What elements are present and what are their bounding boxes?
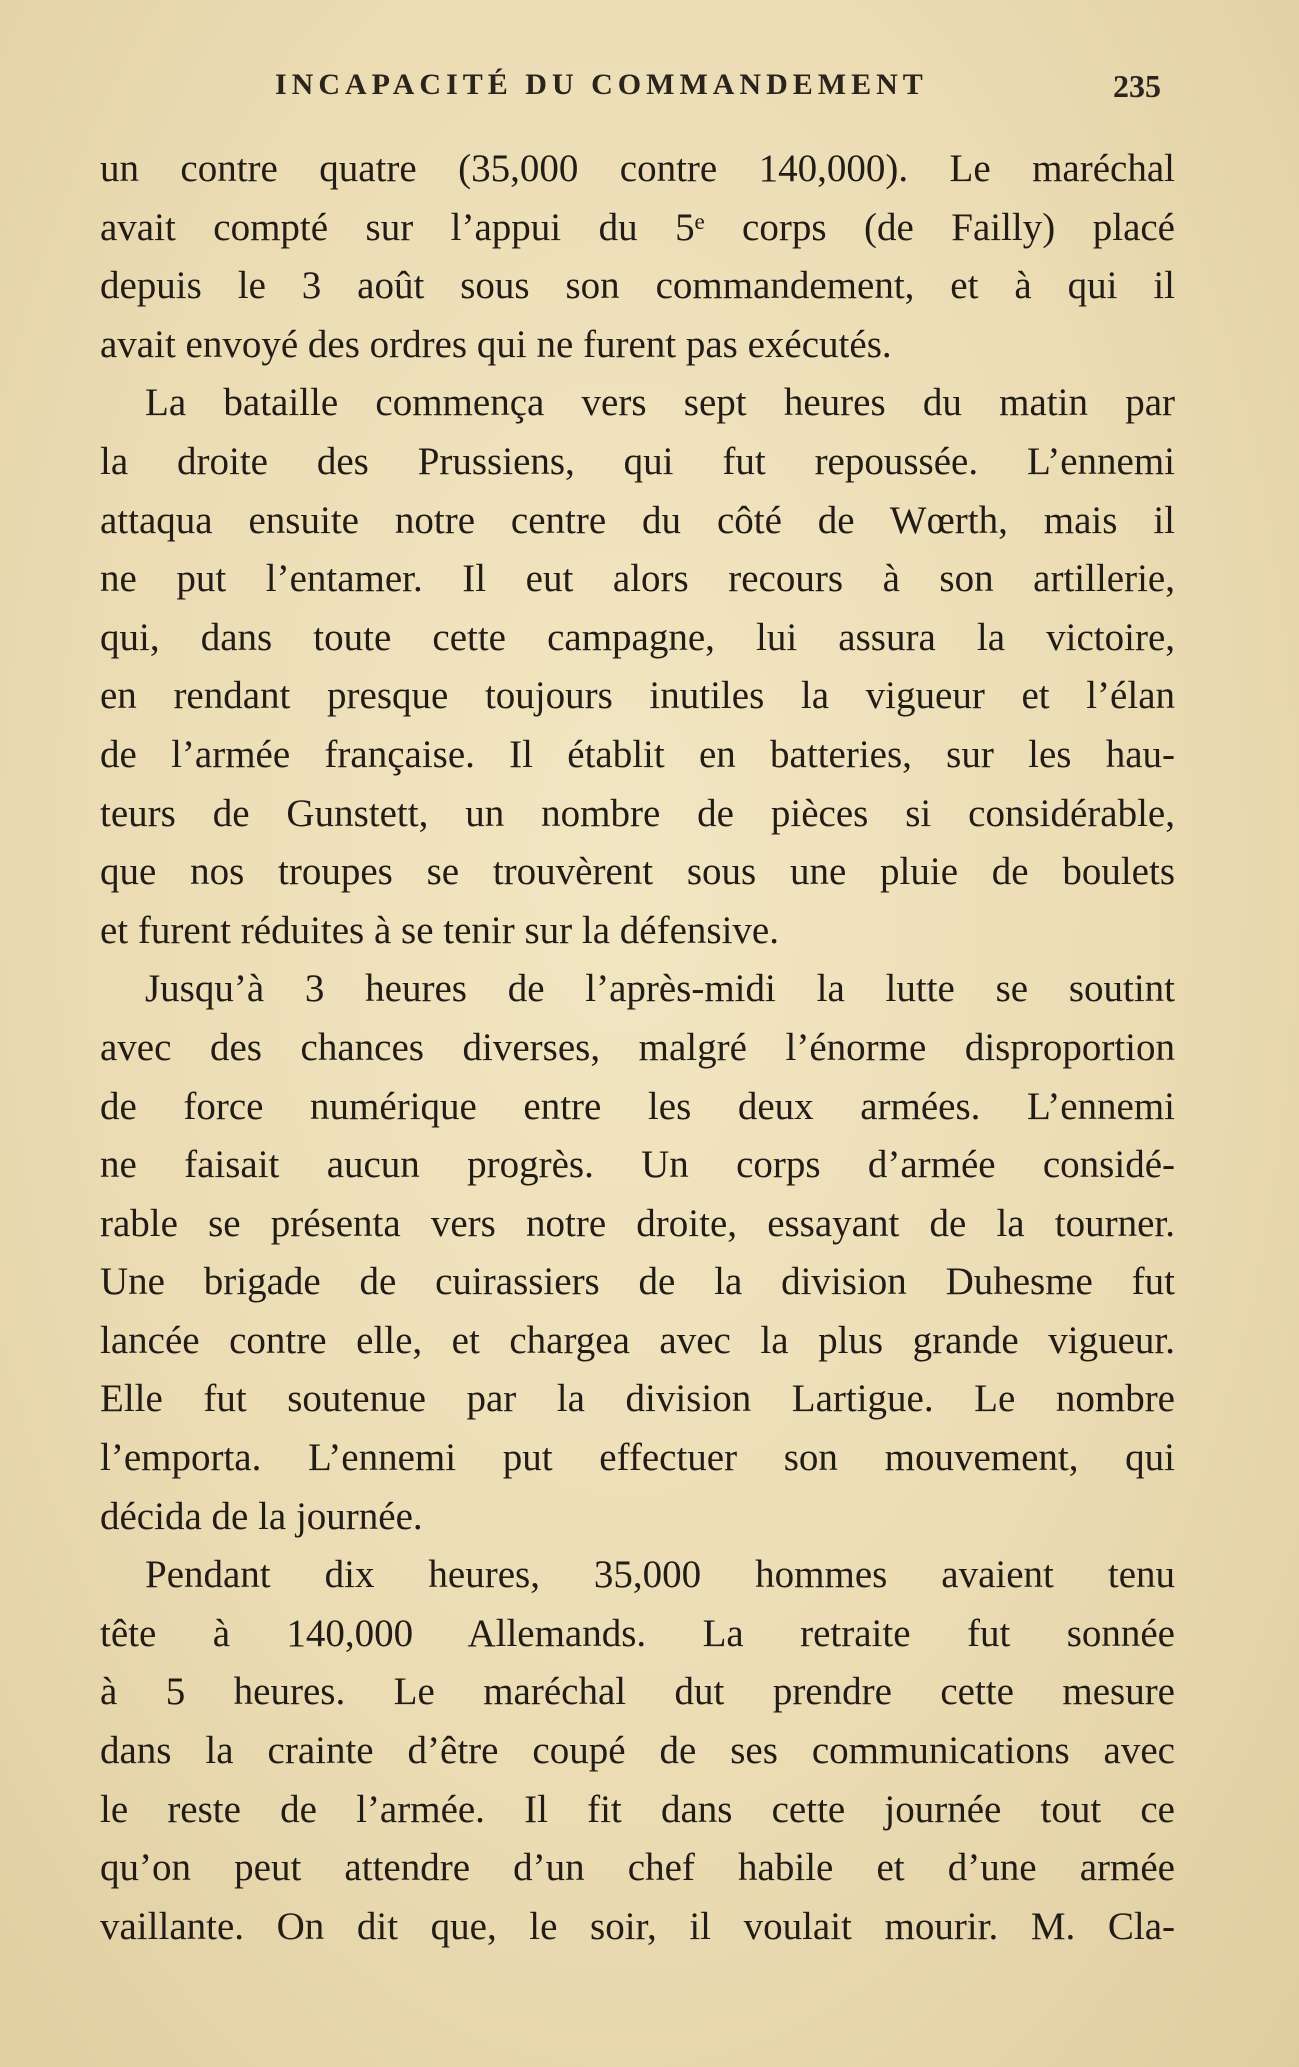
running-head (0, 68, 1299, 112)
body-text (100, 140, 1175, 1956)
paragraph-4 (100, 1546, 1175, 1956)
text-line: Pendant dix heures, 35,000 hommes avaient tenu (145, 1553, 1175, 1597)
text-line: à 5 heures. Le maréchal dut prendre cette mesure (100, 1670, 1175, 1714)
text-line: attaqua ensuite notre centre du côté de Wœrth, mais il (100, 498, 1175, 542)
text-line: La bataille commença vers sept heures du matin par (145, 381, 1175, 425)
text-line: teurs de Gunstett, un nombre de pièces si considérable, (100, 791, 1175, 835)
text-line: lancée contre elle, et chargea avec la plus grande vigueur. (100, 1318, 1175, 1362)
text-line: Elle fut soutenue par la division Lartigue. Le nombre (100, 1377, 1175, 1421)
text-line: en rendant presque toujours inutiles la vigueur et l’élan (100, 674, 1175, 718)
text-line: qui, dans toute cette campagne, lui assura la victoire, (100, 615, 1175, 659)
text-line: de force numérique entre les deux armées. L’ennemi (100, 1084, 1175, 1128)
text-line: ne faisait aucun progrès. Un corps d’armée considé- (100, 1143, 1175, 1187)
text-line: Jusqu’à 3 heures de l’après-midi la lutte se soutint (145, 967, 1175, 1011)
paragraph-2 (100, 374, 1175, 960)
text-line: dans la crainte d’être coupé de ses communications avec (100, 1729, 1175, 1773)
text-line: le reste de l’armée. Il fit dans cette journée tout ce (100, 1787, 1175, 1831)
text-line: décida de la journée. (100, 1494, 423, 1538)
text-line: de l’armée française. Il établit en batteries, sur les hau- (100, 732, 1175, 776)
page-number: 235 (1113, 68, 1161, 104)
text-line: que nos troupes se trouvèrent sous une pluie de boulets (100, 850, 1175, 894)
text-line: vaillante. On dit que, le soir, il voulait mourir. M. Cla- (100, 1904, 1175, 1948)
text-line: avait envoyé des ordres qui ne furent pas exécutés. (100, 322, 892, 366)
running-title: INCAPACITÉ DU COMMANDEMENT (275, 68, 928, 101)
text-line: avec des chances diverses, malgré l’énorme disproportion (100, 1025, 1175, 1069)
paragraph-3 (100, 960, 1175, 1546)
paragraph-1 (100, 140, 1175, 374)
text-line: rable se présenta vers notre droite, essayant de la tourner. (100, 1201, 1175, 1245)
text-line: avait compté sur l’appui du 5ᵉ corps (de Failly) placé (100, 205, 1175, 249)
text-line: un contre quatre (35,000 contre 140,000). Le maréchal (100, 147, 1175, 190)
text-line: la droite des Prussiens, qui fut repoussée. L’ennemi (100, 439, 1175, 483)
text-line: et furent réduites à se tenir sur la défensive. (100, 908, 779, 952)
text-line: depuis le 3 août sous son commandement, et à qui il (100, 264, 1175, 308)
text-line: tête à 140,000 Allemands. La retraite fut sonnée (100, 1611, 1175, 1655)
text-line: l’emporta. L’ennemi put effectuer son mouvement, qui (100, 1436, 1175, 1480)
text-line: qu’on peut attendre d’un chef habile et d’une armée (100, 1846, 1175, 1890)
text-line: Une brigade de cuirassiers de la division Duhesme fut (100, 1260, 1175, 1304)
text-line: ne put l’entamer. Il eut alors recours à son artillerie, (100, 557, 1175, 601)
